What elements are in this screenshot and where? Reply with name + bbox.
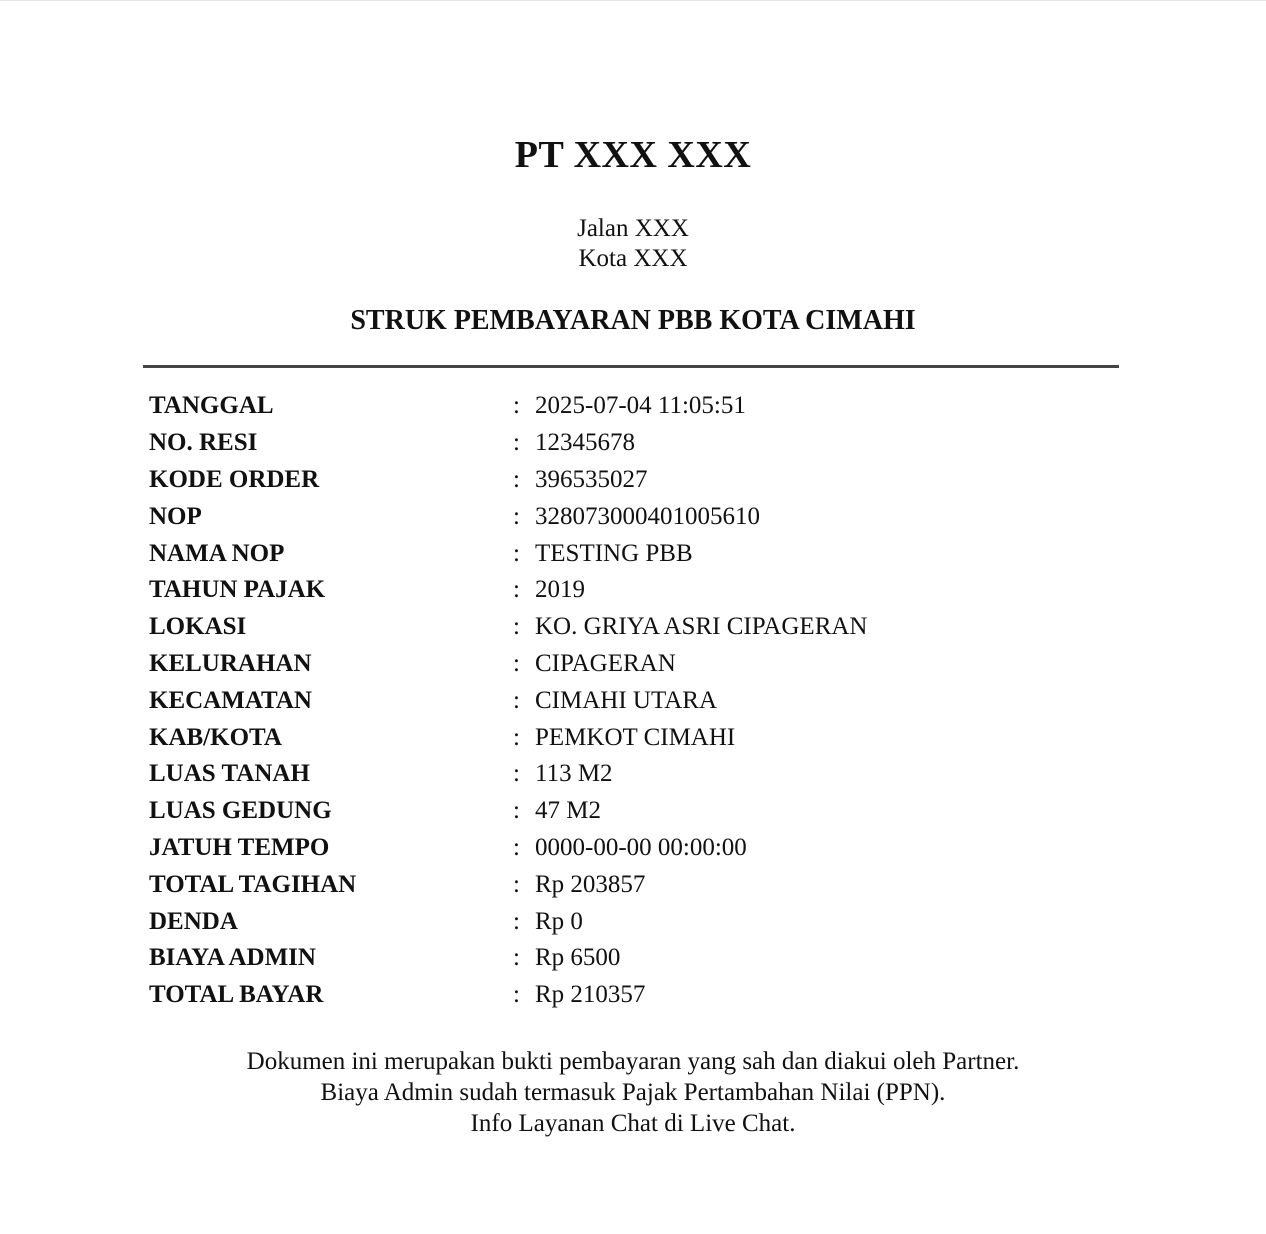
field-row-tahun-pajak (149, 572, 1109, 609)
field-label: KODE ORDER (149, 465, 320, 493)
field-separator: : (513, 944, 520, 972)
footer-line-3: Info Layanan Chat di Live Chat. (470, 1110, 796, 1137)
field-value: KO. GRIYA ASRI CIPAGERAN (535, 613, 868, 641)
field-separator: : (513, 576, 520, 604)
receipt-footer (0, 1046, 1266, 1139)
field-separator: : (513, 465, 520, 493)
field-row-total-tagihan (149, 866, 1109, 903)
header-divider (143, 365, 1119, 368)
field-row-biaya-admin (149, 940, 1109, 977)
field-separator: : (513, 723, 520, 751)
field-label: LUAS TANAH (149, 760, 310, 788)
field-row-kab-kota (149, 719, 1109, 756)
field-label: KELURAHAN (149, 649, 312, 677)
field-separator: : (513, 870, 520, 898)
field-separator: : (513, 539, 520, 567)
field-label: TOTAL BAYAR (149, 981, 324, 1009)
field-label: KAB/KOTA (149, 723, 282, 751)
field-row-kecamatan (149, 682, 1109, 719)
field-label: KECAMATAN (149, 686, 312, 714)
footer-line-2: Biaya Admin sudah termasuk Pajak Pertambahan Nilai (PPN). (320, 1079, 946, 1106)
field-row-total-bayar (149, 977, 1109, 1014)
field-row-jatuh-tempo (149, 830, 1109, 867)
field-label: DENDA (149, 907, 238, 935)
field-label: LOKASI (149, 613, 247, 641)
field-label: TANGGAL (149, 392, 274, 420)
field-value: 113 M2 (535, 760, 613, 788)
field-label: NOP (149, 502, 202, 530)
field-label: TAHUN PAJAK (149, 576, 326, 604)
field-row-denda (149, 903, 1109, 940)
field-row-kelurahan (149, 646, 1109, 683)
footer-line-1: Dokumen ini merupakan bukti pembayaran yang sah dan diakui oleh Partner. (246, 1048, 1020, 1075)
field-value: Rp 0 (535, 907, 583, 935)
address-line-2: Kota XXX (578, 245, 688, 272)
field-value: 2019 (535, 576, 585, 604)
field-value: TESTING PBB (535, 539, 693, 567)
field-value: CIMAHI UTARA (535, 686, 718, 714)
address-line-1: Jalan XXX (577, 215, 689, 242)
field-row-nama-nop (149, 535, 1109, 572)
field-value: Rp 203857 (535, 870, 646, 898)
field-value: 2025-07-04 11:05:51 (535, 392, 746, 420)
field-value: PEMKOT CIMAHI (535, 723, 736, 751)
field-value: Rp 210357 (535, 981, 646, 1009)
field-label: TOTAL TAGIHAN (149, 870, 357, 898)
field-separator: : (513, 760, 520, 788)
field-value: 0000-00-00 00:00:00 (535, 833, 747, 861)
field-value: CIPAGERAN (535, 649, 676, 677)
field-separator: : (513, 981, 520, 1009)
field-separator: : (513, 686, 520, 714)
field-value: 47 M2 (535, 797, 601, 825)
field-separator: : (513, 502, 520, 530)
field-row-lokasi (149, 609, 1109, 646)
field-value: Rp 6500 (535, 944, 621, 972)
field-separator: : (513, 833, 520, 861)
field-separator: : (513, 613, 520, 641)
field-separator: : (513, 649, 520, 677)
company-address (0, 214, 1266, 274)
field-label: NO. RESI (149, 429, 258, 457)
field-label: JATUH TEMPO (149, 833, 330, 861)
company-name: PT XXX XXX (514, 134, 752, 176)
page-top-edge (0, 0, 1266, 1)
field-row-nop (149, 498, 1109, 535)
field-separator: : (513, 429, 520, 457)
field-separator: : (513, 907, 520, 935)
field-separator: : (513, 392, 520, 420)
field-value: 396535027 (535, 465, 648, 493)
field-row-kode-order (149, 462, 1109, 499)
field-label: BIAYA ADMIN (149, 944, 316, 972)
receipt-fields (149, 388, 1109, 1014)
field-row-luas-gedung (149, 793, 1109, 830)
field-row-luas-tanah (149, 756, 1109, 793)
field-row-no-resi (149, 425, 1109, 462)
field-row-tanggal (149, 388, 1109, 425)
field-label: LUAS GEDUNG (149, 797, 332, 825)
receipt-title: STRUK PEMBAYARAN PBB KOTA CIMAHI (350, 305, 916, 336)
field-separator: : (513, 797, 520, 825)
field-label: NAMA NOP (149, 539, 285, 567)
field-value: 328073000401005610 (535, 502, 760, 530)
field-value: 12345678 (535, 429, 635, 457)
